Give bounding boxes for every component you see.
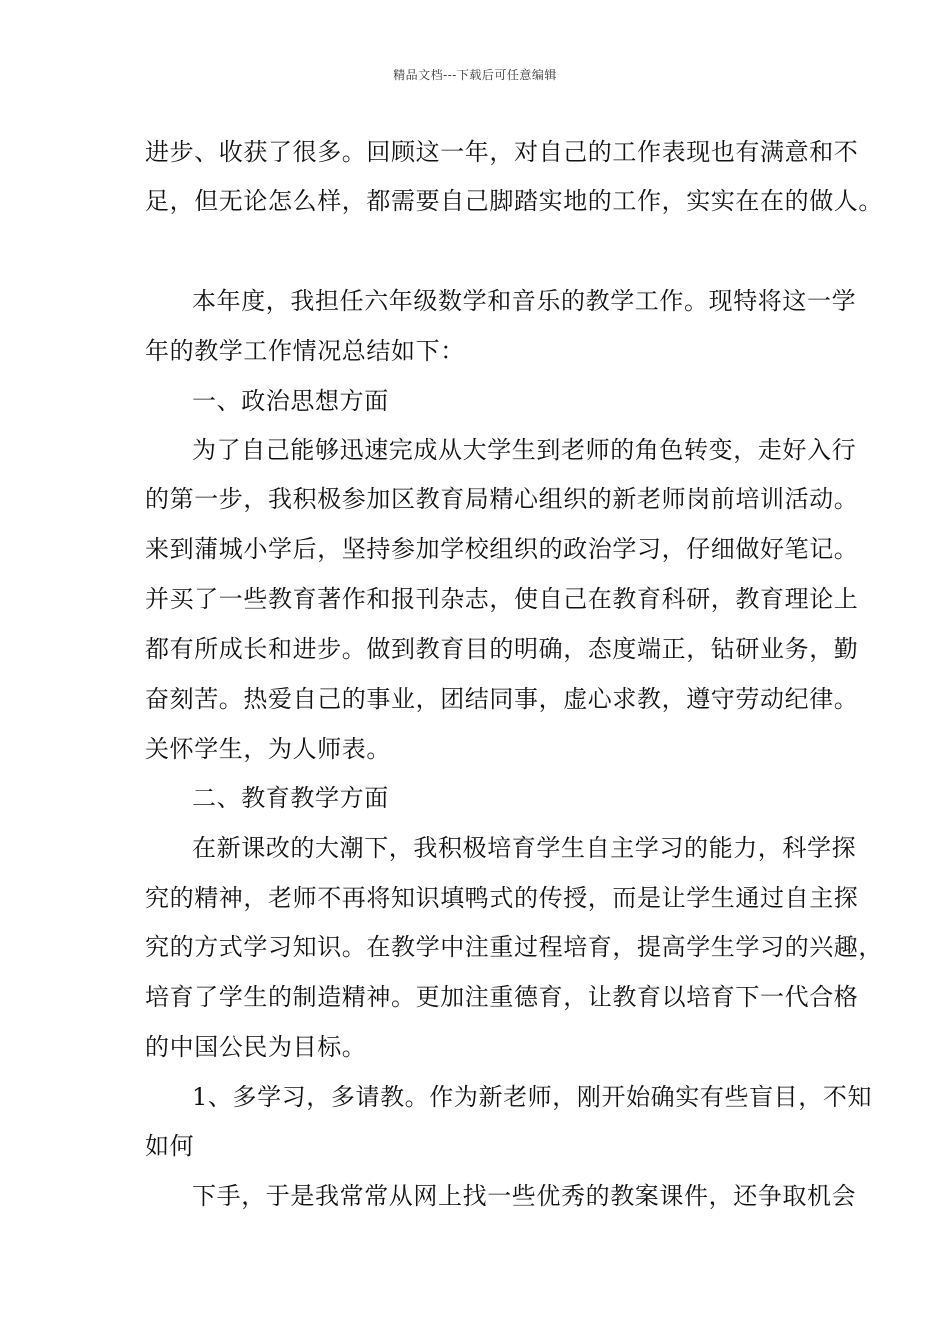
paragraph-line: 在新课改的大潮下，我积极培育学生自主学习的能力，科学探 — [192, 834, 857, 862]
page-header: 精品文档---下载后可任意编辑 — [393, 68, 557, 82]
paragraph-line: 下手，于是我常常从网上找一些优秀的教案课件，还争取机会 — [192, 1182, 857, 1210]
paragraph-line: 本年度，我担任六年级数学和音乐的教学工作。现特将这一学 — [192, 287, 857, 315]
text-line: 的第一步，我积极参加区教育局精心组织的新老师岗前培训活动。 — [145, 485, 859, 513]
text-line: 并买了一些教育著作和报刊杂志，使自己在教育科研，教育理论上 — [145, 585, 859, 613]
text-line: 足，但无论怎么样，都需要自己脚踏实地的工作，实实在在的做人。 — [145, 187, 883, 215]
paragraph-line: 为了自己能够迅速完成从大学生到老师的角色转变，走好入行 — [192, 436, 857, 464]
text-line: 培育了学生的制造精神。更加注重德育，让教育以培育下一代合格 — [145, 983, 859, 1011]
text-line: 关怀学生，为人师表。 — [145, 735, 391, 763]
text-line: 都有所成长和进步。做到教育目的明确，态度端正，钻研业务，勤 — [145, 635, 859, 663]
text-line: 究的精神，老师不再将知识填鸭式的传授，而是让学生通过自主探 — [145, 884, 859, 912]
text-line: 奋刻苦。热爱自己的事业，团结同事，虚心求教，遵守劳动纪律。 — [145, 685, 859, 713]
text-line: 究的方式学习知识。在教学中注重过程培育，提高学生学习的兴趣， — [145, 933, 883, 961]
text-line: 如何 — [145, 1132, 195, 1160]
list-item: 1、多学习，多请教。作为新老师，刚开始确实有些盲目，不知 — [192, 1083, 873, 1111]
text-line: 的中国公民为目标。 — [145, 1033, 367, 1061]
text-line: 进步、收获了很多。回顾这一年，对自己的工作表现也有满意和不 — [145, 138, 859, 166]
section-heading: 一、政治思想方面 — [192, 387, 389, 415]
text-line: 来到蒲城小学后，坚持参加学校组织的政治学习，仔细做好笔记。 — [145, 535, 859, 563]
section-heading: 二、教育教学方面 — [192, 784, 389, 812]
text-line: 年的教学工作情况总结如下： — [145, 337, 465, 365]
